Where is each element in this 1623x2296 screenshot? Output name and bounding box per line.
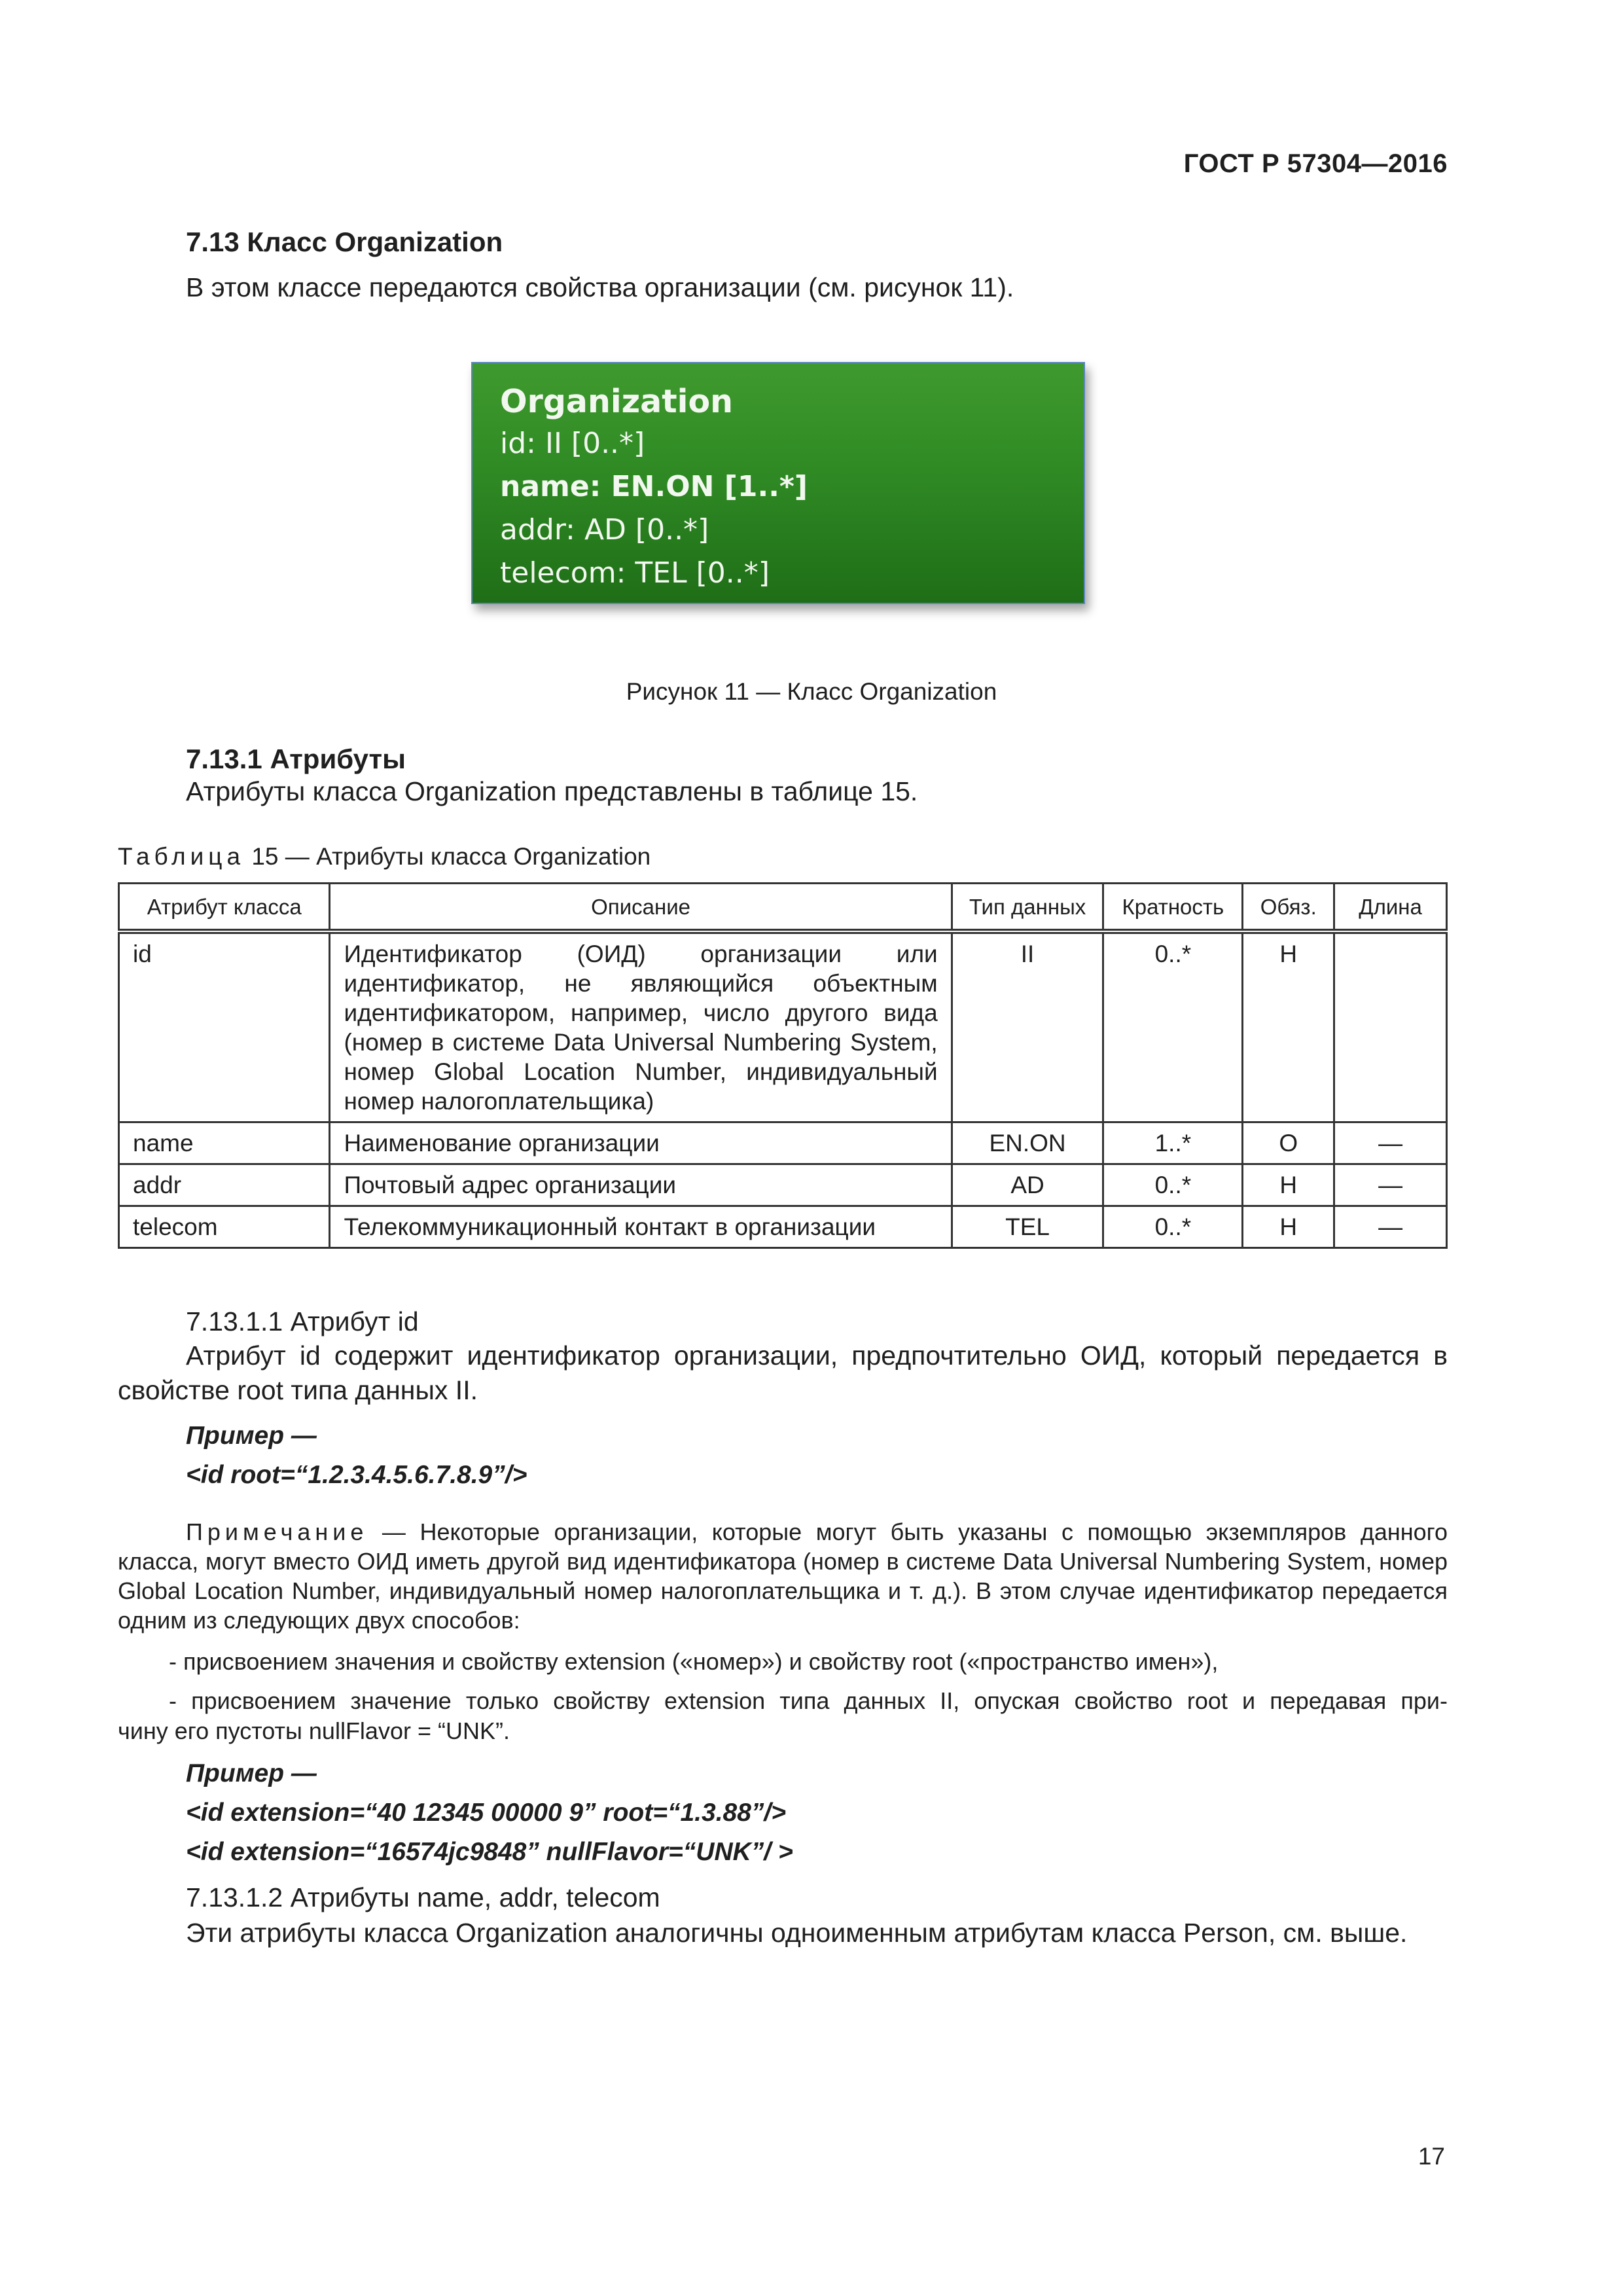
attr-other-heading: 7.13.1.2 Атрибуты name, addr, telecom <box>186 1882 660 1912</box>
table-cell: id <box>119 931 330 1122</box>
note-bullet-2-line1: - присвоением значение только свойству extension типа данных II, опуская свойство root и передавая при- <box>169 1687 1448 1714</box>
attr-id-paragraph-line2: свойстве root типа данных II. <box>118 1375 478 1405</box>
table-cell: 0..* <box>1103 1164 1243 1206</box>
example2-code-1: <id extension=“40 12345 00000 9” root=“1.3.88”/> <box>186 1799 787 1827</box>
example-label: Пример — <box>186 1422 317 1450</box>
attributes-intro: Атрибуты класса Organization представлены в таблице 15. <box>186 776 918 806</box>
table-label: Таблица <box>118 843 245 870</box>
table-cell: 0..* <box>1103 1206 1243 1248</box>
table-cell: telecom <box>119 1206 330 1248</box>
table-row <box>119 1206 1447 1248</box>
example2-label: Пример — <box>186 1759 317 1787</box>
table-title: 15 — Атрибуты класса Organization <box>245 843 651 870</box>
table-cell: EN.ON <box>952 1122 1103 1164</box>
table-cell: Идентификатор (ОИД) организации или идентификатор, не являющийся объектным идентификатором, например, число другого вида (номер в системе Data Universal Numbering System, номер Global Location Number, индивидуальный номер налогоплательщика) <box>330 931 952 1122</box>
class-attribute-name: name: EN.ON [1..*] <box>500 470 808 503</box>
class-attribute-id: id: II [0..*] <box>500 427 645 460</box>
table-cell: Н <box>1243 931 1334 1122</box>
attr-id-paragraph-line1: Атрибут id содержит идентификатор организации, предпочтительно ОИД, который передается в <box>186 1340 1448 1371</box>
note-bullet-2-line2: чину его пустоты nullFlavor = “UNK”. <box>118 1717 510 1744</box>
table-cell: 1..* <box>1103 1122 1243 1164</box>
table-cell: Н <box>1243 1206 1334 1248</box>
table-cell: 0..* <box>1103 931 1243 1122</box>
table-cell: — <box>1334 1206 1447 1248</box>
table-header-row <box>119 884 1447 932</box>
table-cell: AD <box>952 1164 1103 1206</box>
class-attribute-addr: addr: AD [0..*] <box>500 513 709 547</box>
table-cell: Телекоммуникационный контакт в организации <box>330 1206 952 1248</box>
table-caption <box>118 843 651 870</box>
figure-caption: Рисунок 11 — Класс Organization <box>626 678 997 705</box>
class-title: Organization <box>500 383 733 420</box>
attributes-heading: 7.13.1 Атрибуты <box>186 744 406 774</box>
organization-class-diagram <box>471 362 1085 604</box>
attr-other-text: Эти атрибуты класса Organization аналогичны одноименным атрибутам класса Person, см. выше. <box>186 1918 1408 1948</box>
table-row <box>119 931 1447 1122</box>
table-cell: Н <box>1243 1164 1334 1206</box>
attr-id-heading: 7.13.1.1 Атрибут id <box>186 1306 419 1336</box>
document-standard-number: ГОСТ Р 57304—2016 <box>1183 149 1448 178</box>
column-header: Описание <box>330 884 952 932</box>
table-cell: addr <box>119 1164 330 1206</box>
column-header: Тип данных <box>952 884 1103 932</box>
example-code: <id root=“1.2.3.4.5.6.7.8.9”/> <box>186 1461 527 1489</box>
note-label: Примечание <box>186 1518 368 1545</box>
note-bullet-1: - присвоением значения и свойству extension («номер») и свойству root («пространство имен»), <box>169 1648 1219 1675</box>
example2-code-2: <id extension=“16574jc9848” nullFlavor=“UNK”/ > <box>186 1838 793 1866</box>
note-paragraph <box>118 1517 1448 1635</box>
table-cell: II <box>952 931 1103 1122</box>
section-intro: В этом классе передаются свойства организации (см. рисунок 11). <box>186 272 1014 302</box>
column-header: Кратность <box>1103 884 1243 932</box>
table-cell <box>1334 931 1447 1122</box>
note-text: — Некоторые организации, которые могут быть указаны с помощью экземпляров данного класса, могут вместо ОИД иметь другой вид идентификатора (номер в системе Data Universal Numbering System, номер Global Location Number, индивидуальный номер налогоплательщика и т. д.). В этом случае идентификатор передается одним из следующих двух способов: <box>118 1518 1448 1634</box>
column-header: Атрибут класса <box>119 884 330 932</box>
table-cell: — <box>1334 1122 1447 1164</box>
table-cell: О <box>1243 1122 1334 1164</box>
class-attribute-telecom: telecom: TEL [0..*] <box>500 556 770 590</box>
table-row <box>119 1122 1447 1164</box>
table-cell: Наименование организации <box>330 1122 952 1164</box>
table-row <box>119 1164 1447 1206</box>
table-cell: — <box>1334 1164 1447 1206</box>
page-number: 17 <box>1418 2143 1445 2170</box>
table-cell: Почтовый адрес организации <box>330 1164 952 1206</box>
section-heading: 7.13 Класс Organization <box>186 226 503 257</box>
table-cell: TEL <box>952 1206 1103 1248</box>
table-cell: name <box>119 1122 330 1164</box>
attributes-table <box>118 882 1448 1249</box>
column-header: Обяз. <box>1243 884 1334 932</box>
column-header: Длина <box>1334 884 1447 932</box>
